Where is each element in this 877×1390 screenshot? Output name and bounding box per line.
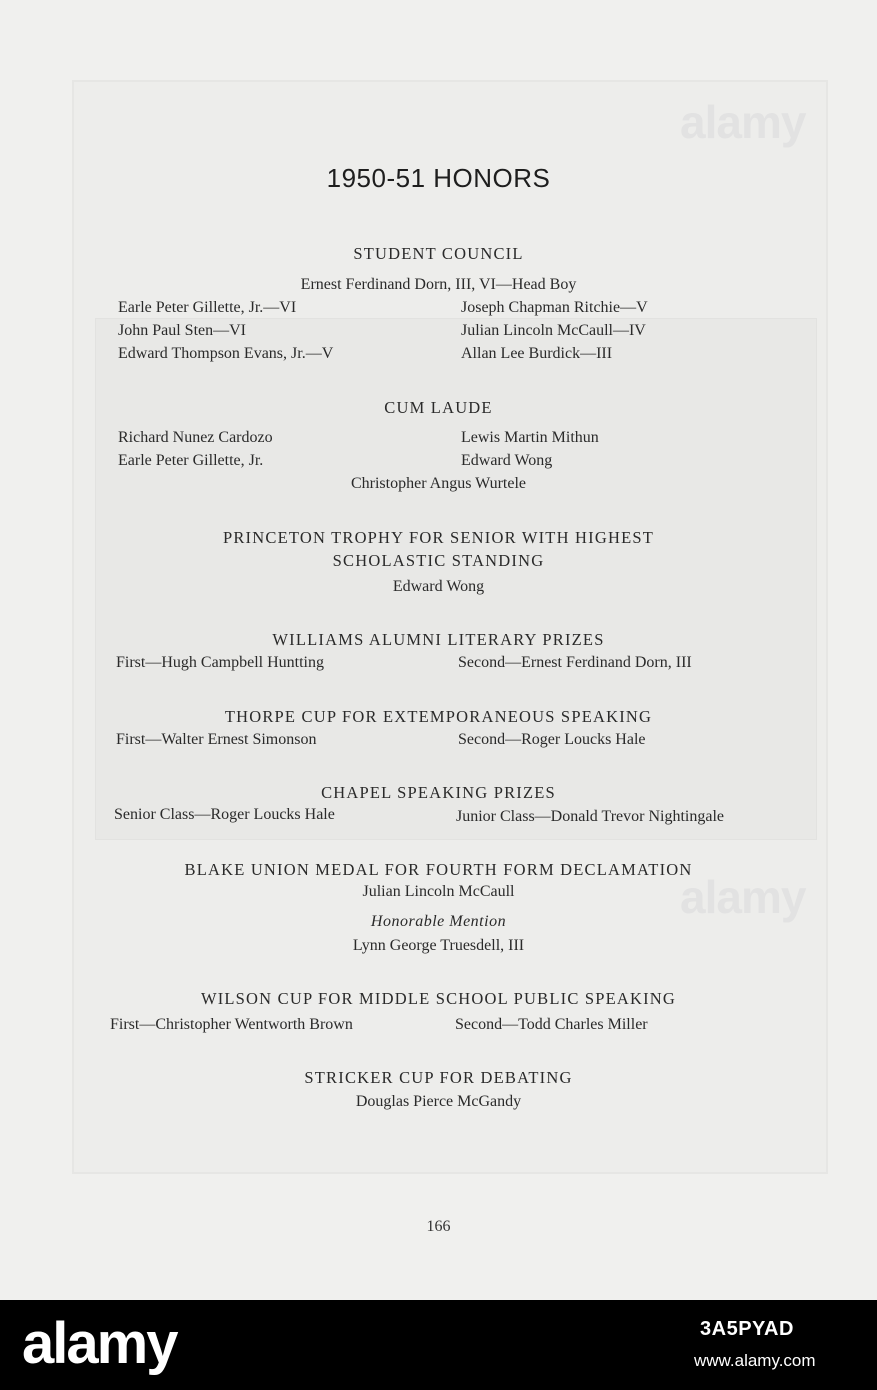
head-boy: Ernest Ferdinand Dorn, III, VI—Head Boy [300,276,577,293]
site-url: www.alamy.com [694,1351,816,1370]
stricker-winner: Douglas Pierce McGandy [355,1093,522,1110]
council-right-2: Julian Lincoln McCaull—IV [461,322,646,339]
page-number: 166 [426,1218,451,1235]
watermark-mid-right: alamy [680,871,806,923]
cum-laude-heading: CUM LAUDE [384,398,493,417]
brand-logo: alamy [22,1311,177,1376]
student-council-heading: STUDENT COUNCIL [353,244,524,263]
council-left-3: Edward Thompson Evans, Jr.—V [118,345,334,362]
blake-hm-label: Honorable Mention [370,913,507,930]
blake-winner: Julian Lincoln McCaull [362,883,515,900]
council-left-1: Earle Peter Gillette, Jr.—VI [118,299,297,316]
image-id: 3A5PYAD [700,1318,794,1340]
cum-laude-left-2: Earle Peter Gillette, Jr. [118,452,264,469]
stricker-heading: STRICKER CUP FOR DEBATING [304,1068,573,1087]
williams-first: First—Hugh Campbell Huntting [116,654,324,671]
princeton-heading-1: PRINCETON TROPHY FOR SENIOR WITH HIGHEST [222,528,655,547]
wilson-heading: WILSON CUP FOR MIDDLE SCHOOL PUBLIC SPEAKING [200,989,677,1008]
watermark-top-right: alamy [680,96,806,148]
page-title: 1950-51 HONORS [326,163,551,193]
cum-laude-left-1: Richard Nunez Cardozo [118,429,273,446]
council-left-2: John Paul Sten—VI [118,322,246,339]
blake-heading: BLAKE UNION MEDAL FOR FOURTH FORM DECLAMATION [184,860,693,879]
williams-heading: WILLIAMS ALUMNI LITERARY PRIZES [272,630,605,649]
council-right-3: Allan Lee Burdick—III [461,345,613,362]
cum-laude-right-1: Lewis Martin Mithun [461,429,599,446]
cum-laude-center: Christopher Angus Wurtele [350,475,527,492]
chapel-junior: Junior Class—Donald Trevor Nightingale [456,808,724,825]
council-right-1: Joseph Chapman Ritchie—V [461,299,648,316]
thorpe-first: First—Walter Ernest Simonson [116,731,317,748]
williams-second: Second—Ernest Ferdinand Dorn, III [458,654,692,671]
chapel-heading: CHAPEL SPEAKING PRIZES [321,783,556,802]
cum-laude-right-2: Edward Wong [461,452,553,469]
blake-hm-name: Lynn George Truesdell, III [352,937,525,954]
princeton-heading-2: SCHOLASTIC STANDING [332,551,545,570]
wilson-second: Second—Todd Charles Miller [455,1016,648,1033]
wilson-first: First—Christopher Wentworth Brown [110,1016,353,1033]
princeton-winner: Edward Wong [392,578,485,595]
thorpe-heading: THORPE CUP FOR EXTEMPORANEOUS SPEAKING [224,707,653,726]
chapel-senior: Senior Class—Roger Loucks Hale [114,806,335,823]
thorpe-second: Second—Roger Loucks Hale [458,731,646,748]
